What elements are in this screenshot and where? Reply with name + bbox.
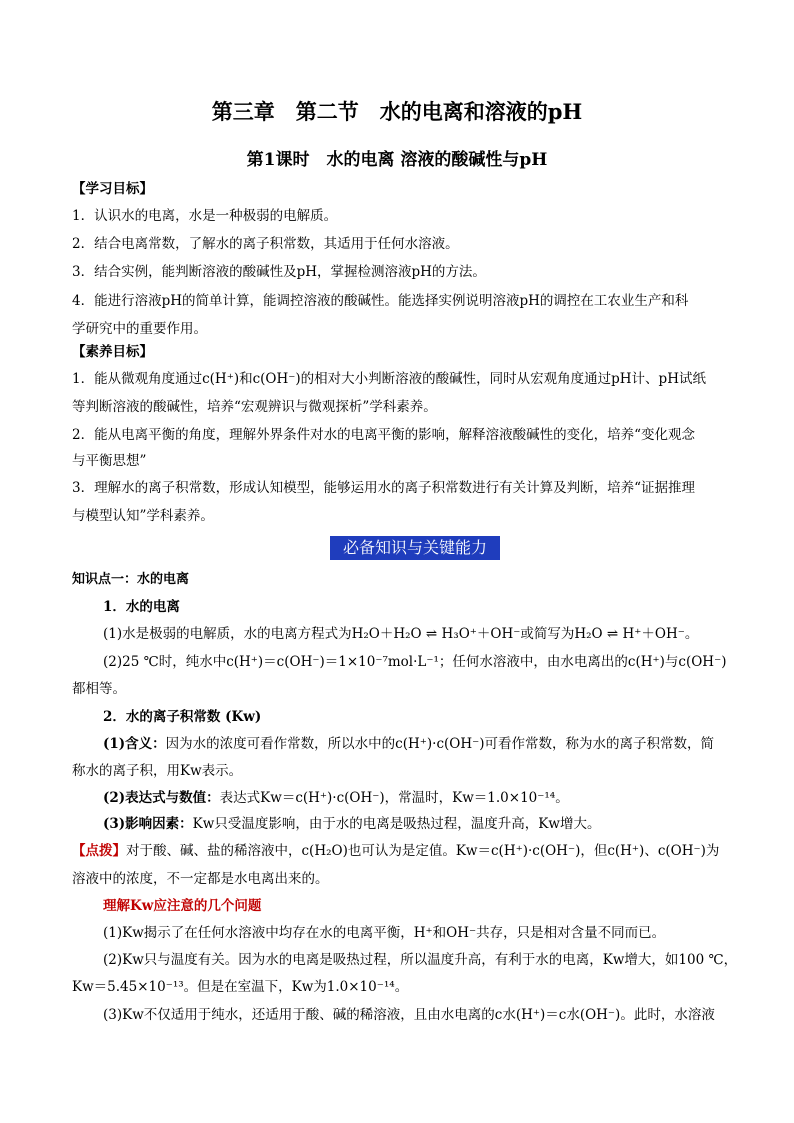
sub2-line-2: 称水的离子积，用Kw表示。 xyxy=(72,763,243,779)
tip-line-2: 溶液中的浓度，不一定都是水电离出来的。 xyxy=(72,871,329,887)
sub1-heading: 1．水的电离 xyxy=(103,599,180,615)
learning-goal-1: 1．认识水的电离，水是一种极弱的电解质。 xyxy=(72,208,338,224)
learning-goal-4-cont: 学研究中的重要作用。 xyxy=(72,321,207,337)
sub2-l3-label: (2)表达式与数值： xyxy=(103,790,220,806)
tip-text-1: 对于酸、碱、盐的稀溶液中，c(H₂O)也可认为是定值。Kw＝c(H⁺)·c(OH⁻)，但c(H⁺)、c(OH⁻)为 xyxy=(126,843,720,859)
sub2-line-1 xyxy=(103,735,714,753)
literacy-goal-1-cont: 等判断溶液的酸碱性，培养“宏观辨识与微观探析”学科素养。 xyxy=(72,399,437,415)
sub1-line-1: (1)水是极弱的电解质，水的电离方程式为H₂O＋H₂O ⇌ H₃O⁺＋OH⁻或简写为H₂O ⇌ H⁺＋OH⁻。 xyxy=(103,626,699,642)
learning-goal-3: 3．结合实例，能判断溶液的酸碱性及pH，掌握检测溶液pH的方法。 xyxy=(72,264,486,280)
literacy-goal-3-cont: 与模型认知”学科素养。 xyxy=(72,508,214,524)
learning-goal-4: 4．能进行溶液pH的简单计算，能调控溶液的酸碱性。能选择实例说明溶液pH的调控在工农业生产和科 xyxy=(72,293,689,309)
literacy-goal-3: 3．理解水的离子积常数，形成认知模型，能够运用水的离子积常数进行有关计算及判断，培养“证据推理 xyxy=(72,480,695,496)
literacy-goals-header: 【素养目标】 xyxy=(72,344,153,360)
page-title: 第三章 第二节 水的电离和溶液的pH xyxy=(211,99,583,124)
sub1-line-2-cont: 都相等。 xyxy=(72,681,126,697)
sub2-l4-label: (3)影响因素： xyxy=(103,816,193,832)
sub2-heading: 2．水的离子积常数 (Kw) xyxy=(103,709,262,725)
learning-goal-2: 2．结合电离常数，了解水的离子积常数，其适用于任何水溶液。 xyxy=(72,236,459,252)
sub2-line-4 xyxy=(103,815,600,833)
page-subtitle: 第1课时 水的电离 溶液的酸碱性与pH xyxy=(246,150,548,170)
notes-heading: 理解Kw应注意的几个问题 xyxy=(103,898,262,914)
learning-goals-header: 【学习目标】 xyxy=(72,181,153,197)
note-1: (1)Kw揭示了在任何水溶液中均存在水的电离平衡，H⁺和OH⁻共存，只是相对含量不同而已。 xyxy=(103,925,666,941)
section-banner: 必备知识与关键能力 xyxy=(330,536,500,560)
literacy-goal-1: 1．能从微观角度通过c(H⁺)和c(OH⁻)的相对大小判断溶液的酸碱性，同时从宏观角度通过pH计、pH试纸 xyxy=(72,371,706,387)
sub1-line-2: (2)25 ℃时，纯水中c(H⁺)＝c(OH⁻)＝1×10⁻⁷mol·L⁻¹；任何水溶液中，由水电离出的c(H⁺)与c(OH⁻) xyxy=(103,654,727,670)
tip-line-1 xyxy=(72,842,719,860)
note-2: (2)Kw只与温度有关。因为水的电离是吸热过程，所以温度升高，有利于水的电离，Kw增大，如100 ℃， xyxy=(103,952,738,968)
sub2-line-3 xyxy=(103,789,569,807)
note-2-cont: Kw＝5.45×10⁻¹³。但是在室温下，Kw为1.0×10⁻¹⁴。 xyxy=(72,979,409,995)
sub2-l3-text: 表达式Kw＝c(H⁺)·c(OH⁻)，常温时，Kw＝1.0×10⁻¹⁴。 xyxy=(219,790,569,806)
tip-label: 【点拨】 xyxy=(72,843,126,859)
sub2-l1-label: (1)含义： xyxy=(103,736,166,752)
literacy-goal-2: 2．能从电离平衡的角度，理解外界条件对水的电离平衡的影响，解释溶液酸碱性的变化，培养“变化观念 xyxy=(72,427,695,443)
literacy-goal-2-cont: 与平衡思想” xyxy=(72,453,147,469)
note-3: (3)Kw不仅适用于纯水，还适用于酸、碱的稀溶液，且由水电离的c水(H⁺)＝c水(OH⁻)。此时，水溶液 xyxy=(103,1007,715,1023)
knowledge-point-heading: 知识点一：水的电离 xyxy=(72,572,190,587)
sub2-l4-text: Kw只受温度影响，由于水的电离是吸热过程，温度升高，Kw增大。 xyxy=(192,816,601,832)
sub2-l1-text: 因为水的浓度可看作常数，所以水中的c(H⁺)·c(OH⁻)可看作常数，称为水的离子积常数，简 xyxy=(165,736,715,752)
